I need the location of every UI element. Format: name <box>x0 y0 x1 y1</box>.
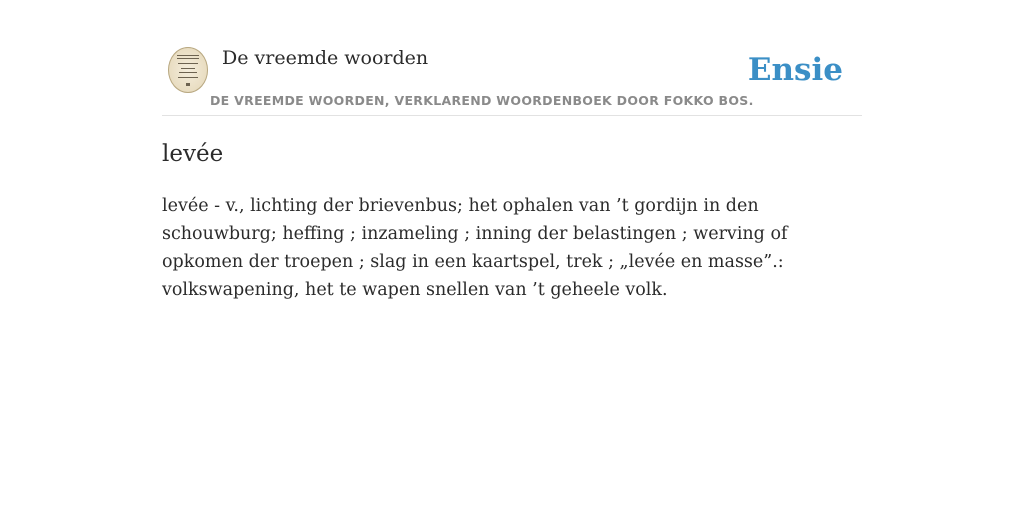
page <box>162 0 862 300</box>
ensie-logo-link[interactable]: Ensie <box>747 52 843 88</box>
book-cover-image[interactable] <box>168 47 208 93</box>
header <box>162 0 862 116</box>
dictionary-title-link[interactable]: De vreemde woorden <box>222 47 429 69</box>
dictionary-subtitle: DE VREEMDE WOORDEN, VERKLAREND WOORDENBOEK DOOR FOKKO BOS. <box>210 93 754 108</box>
entry-title: levée <box>162 141 224 167</box>
entry-definition: levée - v., lichting der brievenbus; het ophalen van ’t gordijn in den schouwburg; heffing ; inzameling ; inning der belastingen ; werving of opkomen der troepen ; slag in een kaartspel, trek ; „levée en masse”.: volkswapening, het te wapen snellen van ’t geheele volk. <box>162 196 788 300</box>
